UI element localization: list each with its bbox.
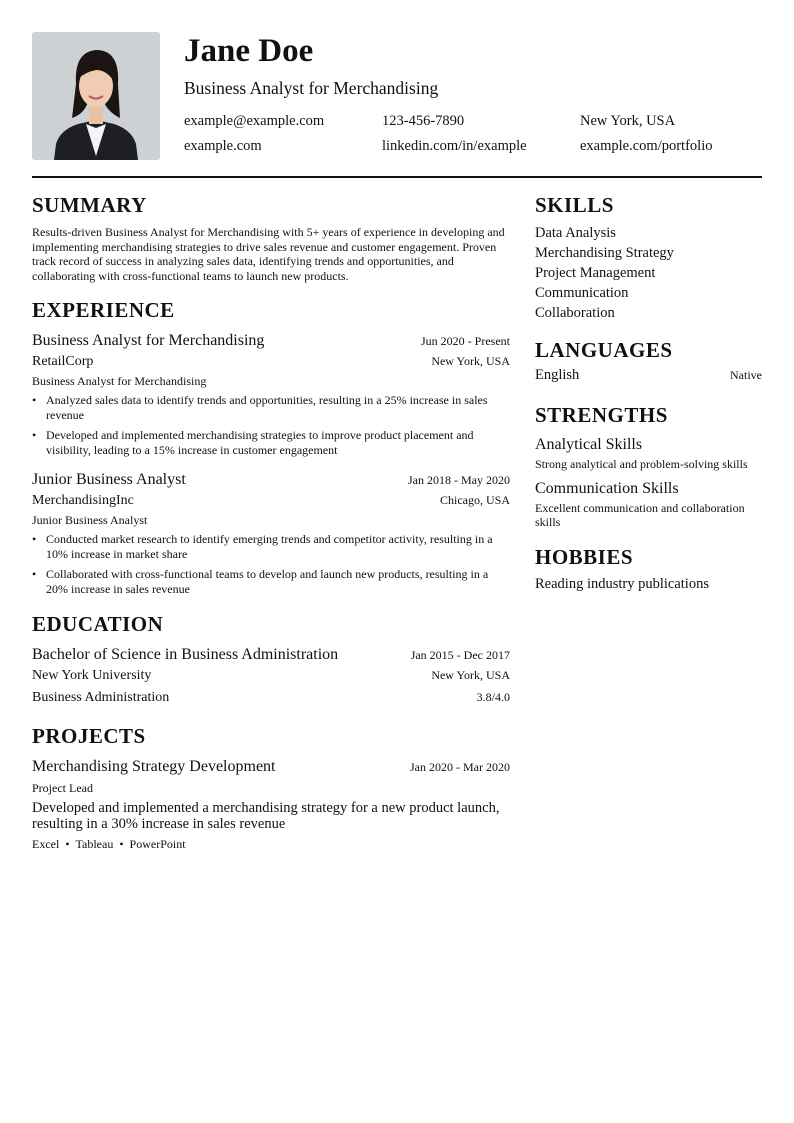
school-location: New York, USA — [431, 668, 510, 682]
summary-heading: SUMMARY — [32, 193, 147, 217]
company-name: RetailCorp — [32, 354, 94, 369]
profile-photo — [32, 32, 160, 160]
project-title: Merchandising Strategy Development — [32, 758, 276, 775]
skill-item: Merchandising Strategy — [535, 245, 674, 261]
company-name: MerchandisingInc — [32, 493, 134, 508]
job-role: Junior Business Analyst — [32, 513, 148, 527]
main-column — [32, 192, 510, 852]
strength-item — [535, 434, 762, 472]
strength-title: Analytical Skills — [535, 436, 643, 453]
side-column — [535, 192, 762, 594]
experience-entry — [32, 470, 510, 597]
contact-location: New York, USA — [580, 113, 676, 129]
education-heading: EDUCATION — [32, 612, 164, 636]
job-location: Chicago, USA — [440, 493, 510, 507]
gpa-value: 3.8/4.0 — [476, 690, 510, 704]
strengths-section — [535, 402, 762, 530]
job-bullet: • Collaborated with cross-functional teams to develop and launch new products, resulting in a 20% increase in sales revenue — [32, 567, 510, 597]
education-entry — [32, 645, 510, 709]
job-bullets — [32, 393, 510, 458]
contact-website[interactable]: example.com — [184, 138, 262, 154]
strength-title: Communication Skills — [535, 479, 679, 497]
degree-name: Bachelor of Science in Business Administration — [32, 646, 339, 663]
languages-heading: LANGUAGES — [535, 338, 673, 362]
education-section — [32, 611, 510, 709]
job-bullet: • Analyzed sales data to identify trends and opportunities, resulting in a 25% increase in sales revenue — [32, 393, 510, 423]
skill-item: Communication — [535, 285, 629, 301]
education-date: Jan 2015 - Dec 2017 — [410, 648, 510, 662]
job-location: New York, USA — [431, 354, 510, 368]
job-bullet: • Developed and implemented merchandising strategies to improve product placement and visibility, leading to a 15% increase in customer engagement — [32, 428, 510, 458]
hobbies-section — [535, 544, 762, 594]
tool-tag: Tableau — [75, 837, 114, 851]
strength-description: Strong analytical and problem-solving skills — [535, 457, 748, 471]
job-title: Junior Business Analyst — [32, 471, 186, 488]
language-level: Native — [730, 368, 762, 382]
project-entry — [32, 757, 510, 852]
language-item — [535, 367, 762, 384]
hobbies-heading: HOBBIES — [535, 544, 634, 569]
skill-item: Data Analysis — [535, 225, 616, 241]
job-title: Business Analyst for Merchandising — [32, 332, 265, 349]
skill-item: Project Management — [535, 265, 656, 281]
projects-heading: PROJECTS — [32, 724, 146, 748]
summary-section — [32, 192, 510, 283]
header-divider — [32, 176, 762, 178]
project-tools — [32, 837, 510, 852]
contact-grid — [184, 109, 762, 159]
contact-linkedin[interactable]: linkedin.com/in/example — [382, 138, 527, 154]
project-role: Project Lead — [32, 781, 93, 795]
strength-description: Excellent communication and collaboration skills — [535, 500, 745, 529]
job-date: Jan 2018 - May 2020 — [408, 473, 510, 487]
job-bullets — [32, 532, 510, 597]
job-date: Jun 2020 - Present — [421, 334, 510, 348]
skill-item: Collaboration — [535, 305, 615, 321]
school-name: New York University — [32, 668, 152, 683]
field-of-study: Business Administration — [32, 690, 170, 705]
job-bullet: • Conducted market research to identify emerging trends and competitor activity, resulting in a 10% increase in market share — [32, 532, 510, 562]
skills-section — [535, 192, 762, 323]
language-name: English — [535, 367, 580, 383]
hobby-item: Reading industry publications — [535, 575, 709, 592]
tool-tag: Excel — [32, 837, 60, 851]
tag-separator: • — [119, 837, 124, 851]
contact-portfolio[interactable]: example.com/portfolio — [580, 138, 713, 154]
project-date: Jan 2020 - Mar 2020 — [410, 760, 510, 774]
resume-header — [32, 32, 762, 160]
contact-email[interactable]: example@example.com — [184, 113, 325, 129]
projects-section — [32, 723, 510, 852]
languages-section — [535, 337, 762, 384]
candidate-title: Business Analyst for Merchandising — [184, 78, 439, 98]
experience-section — [32, 297, 510, 597]
tool-tag: PowerPoint — [129, 837, 186, 851]
job-role: Business Analyst for Merchandising — [32, 374, 207, 388]
experience-entry — [32, 331, 510, 458]
project-description: Developed and implemented a merchandising strategy for a new product launch, resulting in a 30% increase in sales revenue — [32, 800, 500, 832]
contact-phone[interactable]: 123-456-7890 — [382, 113, 465, 129]
strengths-heading: STRENGTHS — [535, 403, 668, 427]
candidate-name: Jane Doe — [184, 33, 314, 69]
skills-heading: SKILLS — [535, 193, 614, 217]
summary-text: Results-driven Business Analyst for Merchandising with 5+ years of experience in developing and implementing merchandising strategies to drive sales revenue and customer engagement. Proven track record of success in analyzing sales data, identifying trends and opportunities, and collaborating with cross-functional teams to launch new products. — [32, 225, 505, 283]
strength-item — [535, 478, 762, 530]
tag-separator: • — [65, 837, 70, 851]
experience-heading: EXPERIENCE — [32, 298, 175, 322]
skills-list — [535, 223, 762, 323]
